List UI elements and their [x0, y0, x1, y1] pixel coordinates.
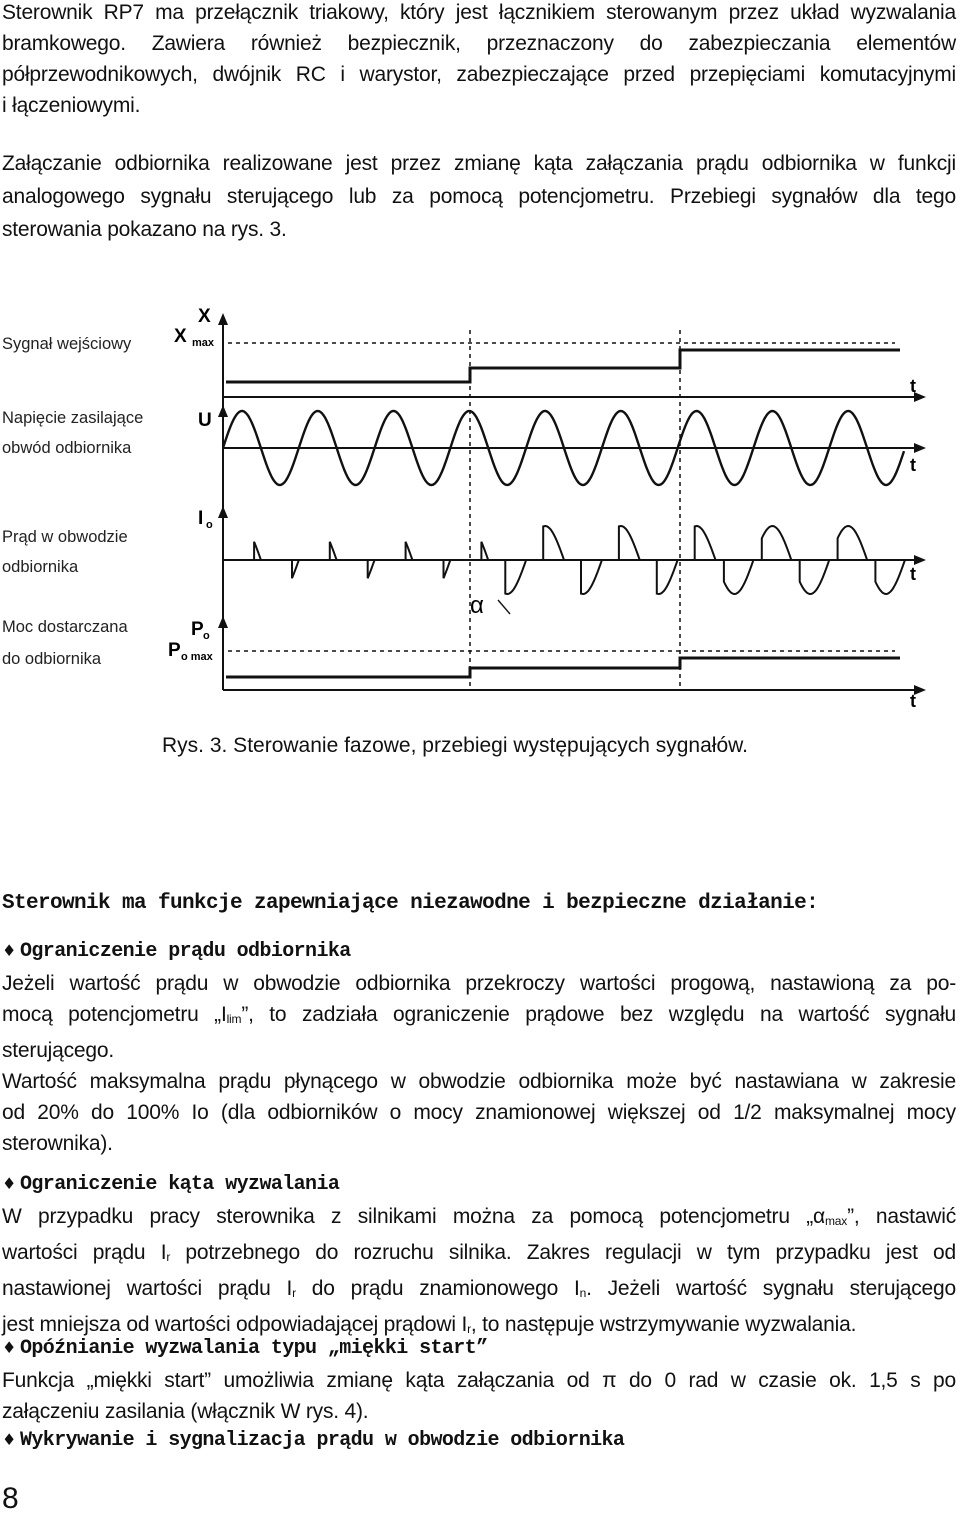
label-load-current: Prąd w obwodzie — [2, 528, 128, 546]
current-pulse — [444, 560, 451, 578]
axis-u-label: U — [198, 410, 212, 431]
axis-po-label: P — [191, 619, 204, 640]
axis-pomax-sub: o max — [181, 651, 213, 663]
current-pulse — [330, 542, 337, 560]
arrow-up — [218, 313, 228, 325]
diamond-bullet-icon: ♦ — [2, 1174, 16, 1193]
label-load-current-2: odbiornika — [2, 558, 79, 576]
time-label: t — [910, 455, 916, 475]
intro-line: Sterownik RP7 ma przełącznik triakowy, który jest łącznikiem sterowanym przez układ wyzwalania — [2, 1, 956, 24]
axis-po-sub: o — [203, 630, 210, 642]
time-label: t — [910, 564, 916, 584]
current-pulse — [619, 526, 640, 560]
current-pulse — [695, 526, 716, 560]
input-signal-trace — [226, 350, 900, 382]
current-pulse — [292, 560, 299, 578]
time-label: t — [910, 691, 916, 711]
current-pulse — [800, 560, 830, 594]
current-limit-paragraph: Jeżeli wartość prądu w obwodzie odbiornika przekroczy wartości progową, nastawioną za po- mocą potencjometru $„I_{lim}$”, to zadziała ograniczenie prądowe bez względu na wartość sygnału sterującego. Wartość maksymalna prądu płynącego w obwodzie odbiornika może być nastawiana w zakresie od 20% do 100% Io (dla odbiorników o mocy znamionowej większej od 1/2 maksymalnej mocy sterownika). — [2, 972, 956, 1155]
figure-caption: Rys. 3. Sterowanie fazowe, przebiegi występujących sygnałów. — [162, 734, 748, 757]
axis-pomax-label: P — [168, 640, 181, 661]
current-pulse — [254, 542, 261, 560]
control-line: Załączanie odbiornika realizowane jest przez zmianę kąta załączania prądu odbiornika w funkcji — [2, 152, 956, 175]
current-pulse — [762, 526, 792, 560]
diamond-bullet-icon: ♦ — [2, 1430, 16, 1449]
label-supply-voltage-2: obwód odbiornika — [2, 439, 132, 457]
current-pulse — [838, 526, 868, 560]
alpha-pointer — [498, 600, 510, 614]
current-pulse — [724, 560, 754, 594]
diamond-bullet-icon: ♦ — [2, 1338, 16, 1357]
current-pulse — [505, 560, 526, 594]
axis-io-sub: o — [206, 519, 213, 531]
section-heading: Sterownik ma funkcje zapewniające niezawodne i bezpieczne działanie: — [2, 892, 819, 915]
current-pulse — [481, 542, 488, 560]
arrow-up — [218, 405, 228, 417]
label-delivered-power: Moc dostarczana — [2, 618, 128, 636]
power-trace — [226, 658, 900, 677]
current-pulse — [368, 560, 375, 578]
time-label: t — [910, 376, 916, 396]
current-pulse — [657, 560, 678, 594]
axis-x-label: X — [198, 306, 211, 327]
trigger-angle-paragraph: W przypadku pracy sterownika z silnikami można za pomocą potencjometru $„\alpha_{max}$”, nastawić wartości prądu $I_r$ potrzebnego do rozruchu silnika. Zakres regulacji w tym przypadku jest od nastawionej wartości prądu $I_r$ do prądu znamionowego $I_n$. Jeżeli wartość sygnału sterującego jest mniejsza od wartości odpowiadającej prądowi $I_r$, to następuje wstrzymywanie wyzwalania. — [2, 1205, 957, 1336]
diamond-bullet-icon: ♦ — [2, 941, 16, 960]
intro-line: i łączeniowymi. — [2, 94, 141, 117]
bullet-current-limit-title: ♦ Ograniczenie prądu odbiornika — [2, 940, 351, 963]
axis-io-label: I — [198, 508, 204, 529]
arrow-right — [914, 443, 926, 453]
current-pulse — [875, 560, 905, 594]
intro-line: bramkowego. Zawiera również bezpiecznik, przeznaczony do zabezpieczania elementów — [2, 32, 956, 55]
arrow-up — [218, 506, 228, 518]
bullet-current-detection-title: ♦ Wykrywanie i sygnalizacja prądu w obwodzie odbiornika — [2, 1429, 625, 1452]
current-pulse — [406, 542, 413, 560]
label-input-signal: Sygnał wejściowy — [2, 335, 132, 353]
control-line: analogowego sygnału sterującego lub za pomocą potencjometru. Przebiegi sygnałów dla tego — [2, 185, 956, 208]
intro-line: półprzewodnikowych, dwójnik RC i warystor, zabezpieczające przed przepięciami komutacyjnymi — [2, 63, 956, 86]
current-pulse — [581, 560, 602, 594]
current-pulse — [543, 526, 564, 560]
arrow-up — [218, 616, 228, 628]
axis-xmax-label: X — [174, 326, 187, 347]
label-delivered-power-2: do odbiornika — [2, 650, 102, 668]
soft-start-paragraph: Funkcja „miękki start” umożliwia zmianę kąta załączania od π do 0 rad w czasie ok. 1,5 s po załączeniu zasilania (włącznik W rys. 4). — [2, 1369, 956, 1423]
alpha-label: α — [470, 592, 484, 619]
bullet-soft-start-title: ♦ Opóźnianie wyzwalania typu „miękki start” — [2, 1337, 488, 1360]
label-supply-voltage: Napięcie zasilające — [2, 409, 144, 427]
page-number: 8 — [2, 1482, 19, 1515]
axis-xmax-sub: max — [192, 337, 215, 349]
bullet-trigger-angle-title: ♦ Ograniczenie kąta wyzwalania — [2, 1173, 340, 1196]
control-line: sterowania pokazano na rys. 3. — [2, 218, 287, 241]
phase-control-waveform-diagram — [0, 0, 960, 730]
